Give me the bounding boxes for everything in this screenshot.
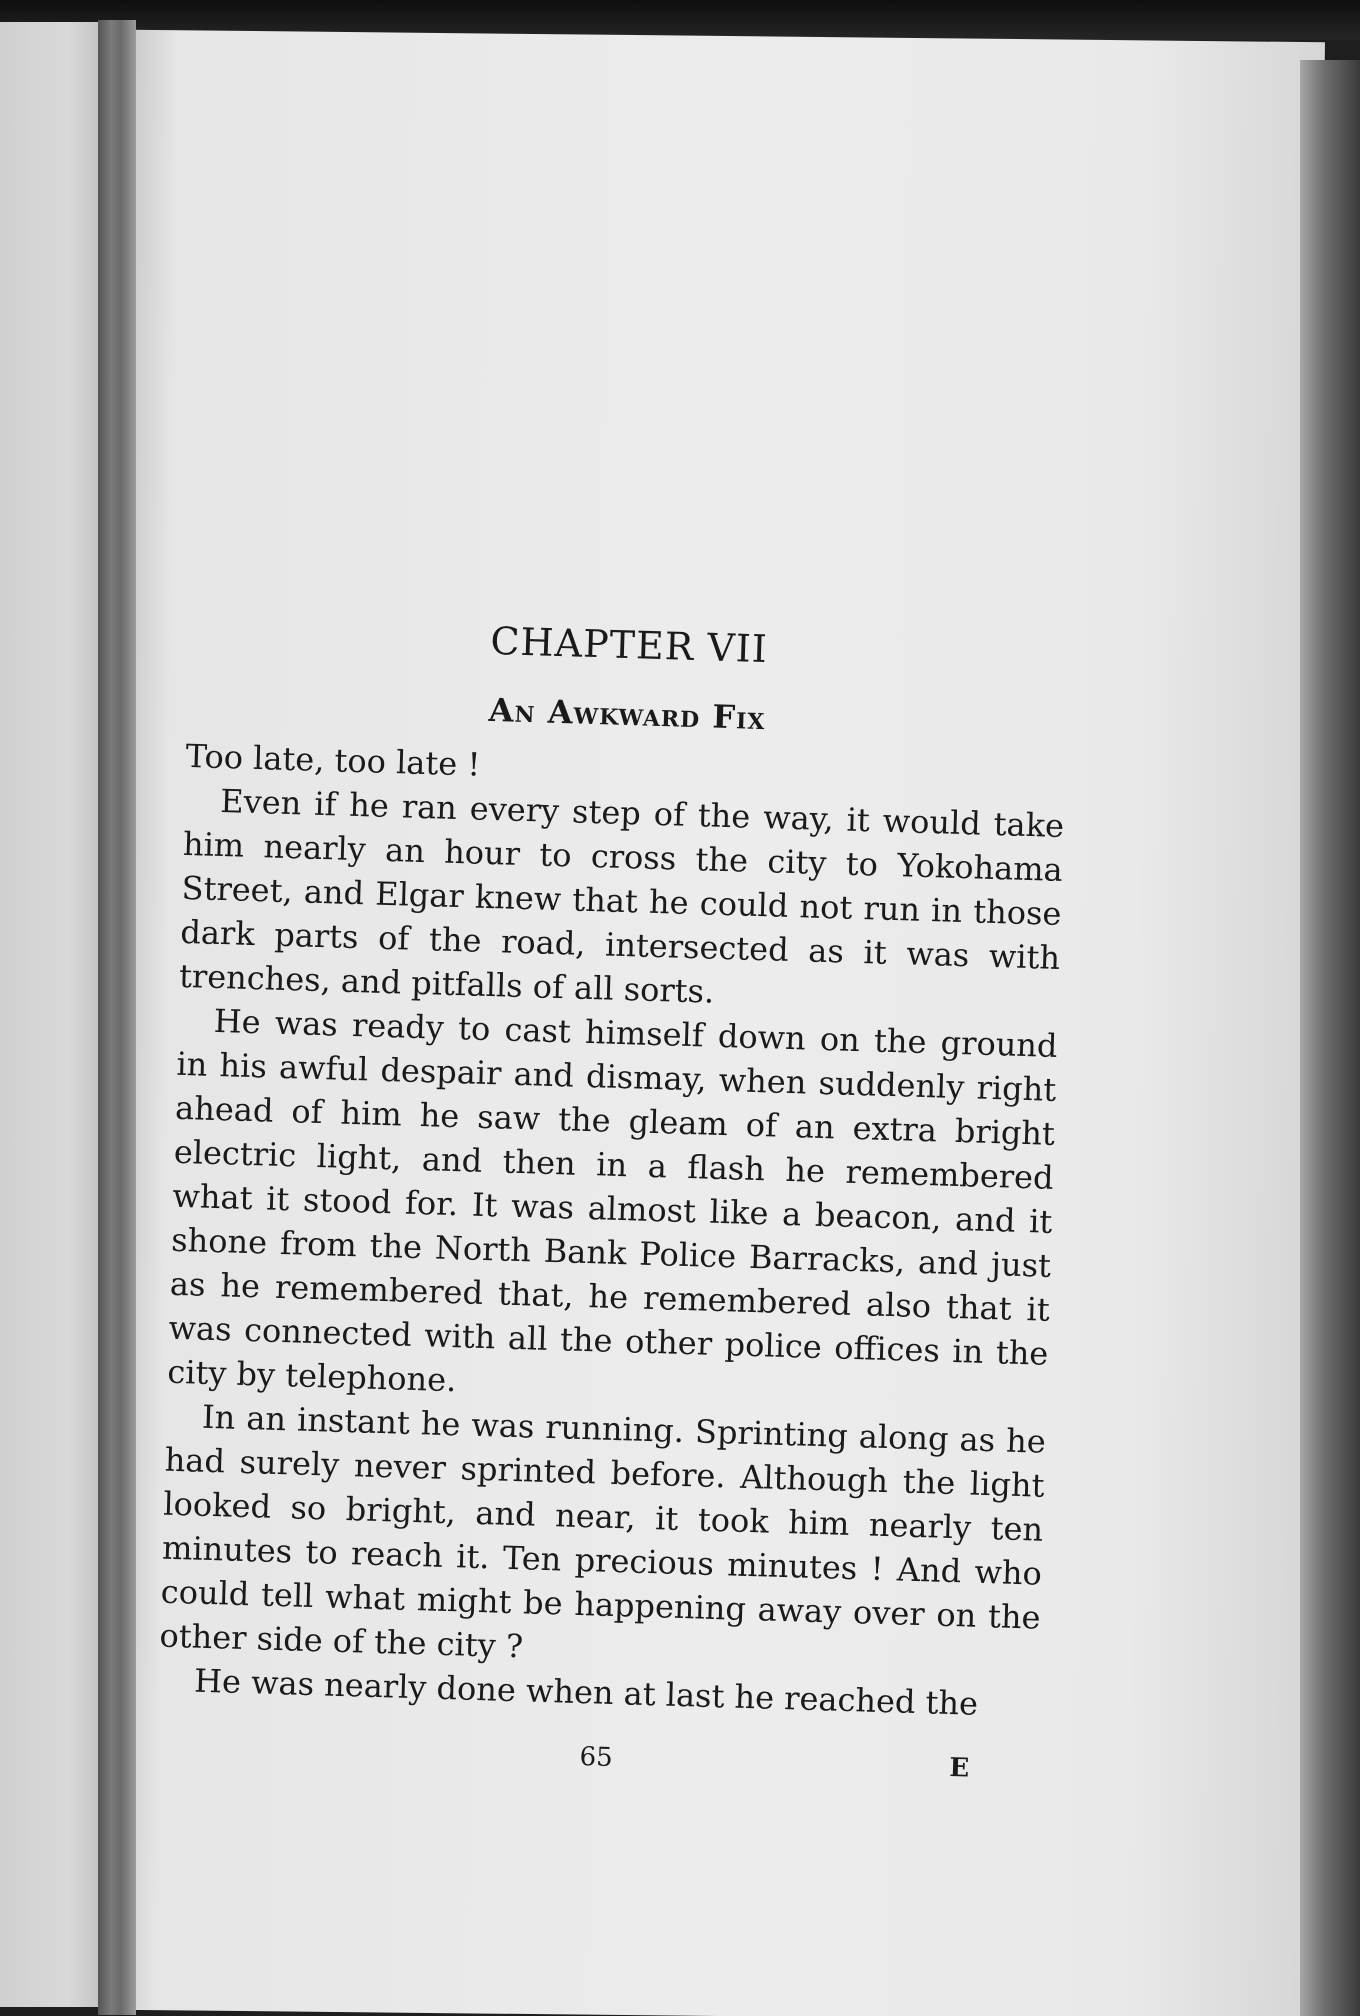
chapter-title: CHAPTER VII [489, 618, 769, 672]
paragraph: In an instant he was running. Sprinting along as he had surely never sprinted before. Although the light looked so bright, and near, it took him nearly ten minutes to reach it. Ten precious minutes ! And who could tell what might be happening away over on the other side of the city ? [158, 1397, 1047, 1666]
paragraph: He was nearly done when at last he reached the [193, 1661, 979, 1723]
page-stack-edge [1300, 60, 1360, 2016]
signature-mark: E [948, 1752, 970, 1784]
paragraph: He was ready to cast himself down on the ground in his awful despair and dismay, when suddenly right ahead of him he saw the gleam of an extra bright electric light, and then in a flash he remembered what it stood for. It was almost like a beacon, and it shone from the North Bank Police Barracks, and just as he remembered that, he remembered also that it was connected with all the other police offices in the city by telephone. [166, 1001, 1059, 1400]
book-gutter [98, 20, 136, 2015]
paragraph: Even if he ran every step of the way, it would take him nearly an hour to cross the city to Yokohama Street, and Elgar knew that he could not run in those dark parts of the road, intersected as it was with trenches, and pitfalls of all sorts. [178, 781, 1065, 1011]
chapter-subtitle: An Awkward Fix [488, 690, 767, 738]
left-page-edge [0, 22, 112, 2007]
paragraph: Too late, too late ! [185, 736, 481, 784]
page-text-block [158, 610, 1070, 1728]
page-number: 65 [579, 1742, 614, 1773]
